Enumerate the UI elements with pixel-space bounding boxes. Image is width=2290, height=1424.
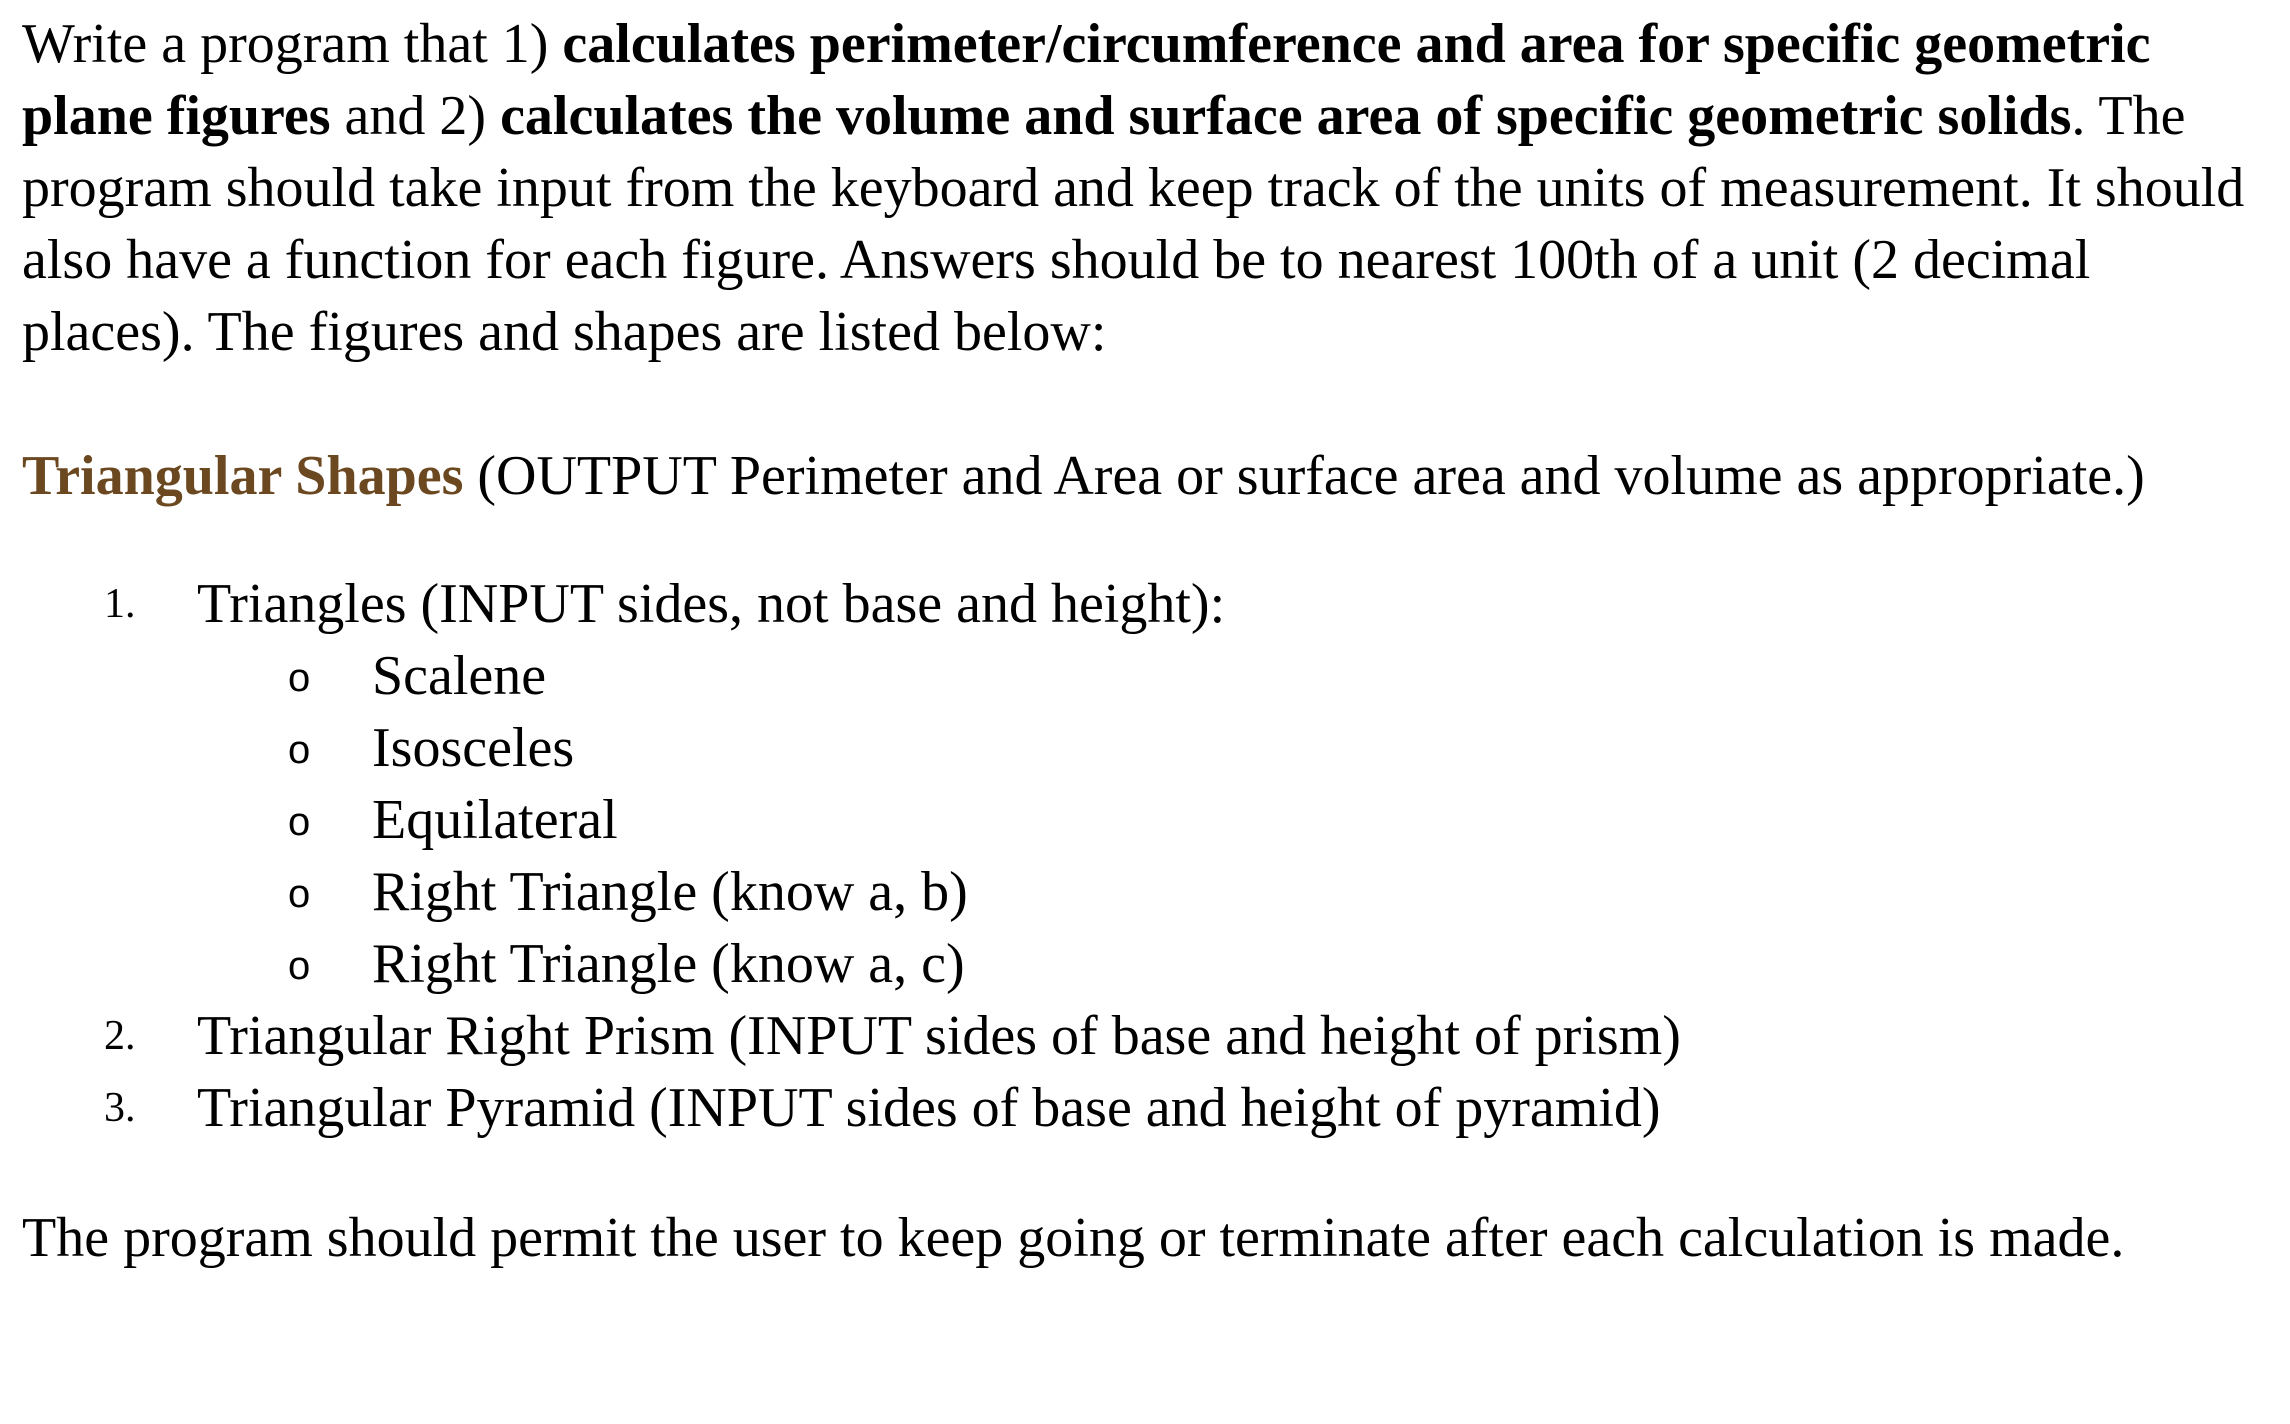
intro-paragraph [22,8,2252,368]
intro-bold-plane-figures: calculates perimeter/circumference and area for specific geometric plane figures [22,13,2151,147]
sub-item-isosceles [197,712,2252,784]
intro-bold-solids: calculates the volume and surface area of specific geometric solids [500,85,2072,147]
section-heading-rest: (OUTPUT Perimeter and Area or surface area and volume as appropriate.) [463,445,2145,507]
bullet-icon: o [288,656,311,700]
list-number: 1. [104,581,136,627]
sub-item-right-triangle-ab [197,856,2252,928]
list-item-text: Triangles (INPUT sides, not base and height): [197,573,1226,635]
sub-item-text: Scalene [372,645,547,707]
list-number: 3. [104,1085,136,1131]
list-item-pyramid [22,1072,2252,1144]
triangle-types-list [197,640,2252,1000]
sub-item-text: Equilateral [372,789,618,851]
sub-item-scalene [197,640,2252,712]
intro-text-2: and 2) [330,85,501,147]
sub-item-right-triangle-ac [197,928,2252,1000]
bullet-icon: o [288,944,311,988]
bullet-icon: o [288,872,311,916]
intro-text-3: . The program should take input from the keyboard and keep track of the units of measurement. It should also have a function for each figure. Answers should be to nearest 100th of a unit (2 decimal places). The figures and shapes are listed below: [22,85,2245,363]
sub-item-text: Isosceles [372,717,575,779]
intro-text-1: Write a program that 1) [22,13,563,75]
closing-paragraph: The program should permit the user to keep going or terminate after each calculation is made. [22,1207,2125,1269]
list-item-prism [22,1000,2252,1072]
list-item-triangles [22,568,2252,1000]
section-paragraph [22,440,2252,512]
document-page [22,8,2252,1274]
bullet-icon: o [288,800,311,844]
bullet-icon: o [288,728,311,772]
sub-item-text: Right Triangle (know a, b) [372,861,968,923]
section-heading: Triangular Shapes [22,445,464,507]
list-number: 2. [104,1013,136,1059]
sub-item-text: Right Triangle (know a, c) [372,933,965,995]
shapes-list [22,568,2252,1144]
list-item-text: Triangular Right Prism (INPUT sides of base and height of prism) [197,1005,1681,1067]
sub-item-equilateral [197,784,2252,856]
list-item-text: Triangular Pyramid (INPUT sides of base and height of pyramid) [197,1077,1661,1139]
